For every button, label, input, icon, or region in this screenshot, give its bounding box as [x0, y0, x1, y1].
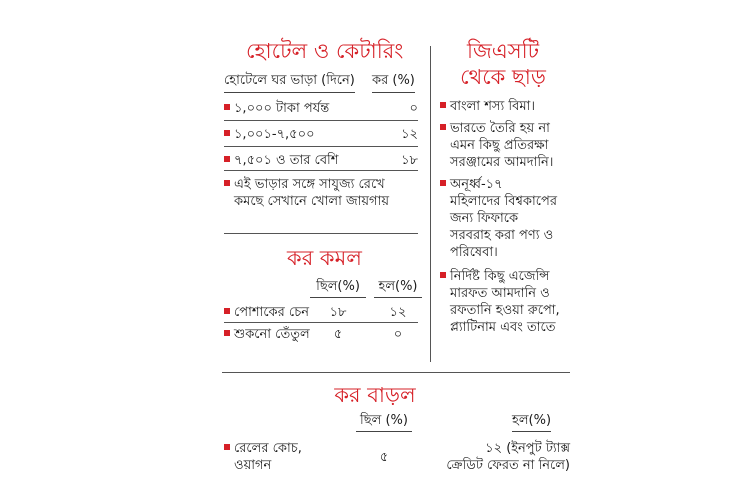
gst-item-cont: পরিষেবা।	[450, 245, 498, 260]
tax-down-now: ০	[393, 327, 403, 342]
tax-up-now: ১২ (ইনপুট ট্যাক্স	[485, 441, 570, 456]
tax-up-was: ৫	[379, 450, 389, 465]
gst-item-cont: মারফত আমদানি ও	[450, 286, 550, 301]
bullet-square-icon	[440, 102, 446, 108]
gst-item-cont: সরবরাহ করা পণ্য ও	[450, 228, 554, 243]
tax-up-now-cont: ক্রেডিট ফেরত না নিলে)	[446, 458, 570, 473]
tax-down-now: ১২	[389, 305, 407, 320]
tax-up-row-label: রেলের কোচ,	[224, 440, 302, 457]
gst-title-line1: জিএসটি	[466, 39, 540, 63]
tax-down-was: ৫	[333, 327, 343, 342]
gst-item-cont: রফতানি হওয়া রুপো,	[450, 303, 560, 318]
hotel-row-value: ১৮	[401, 153, 418, 168]
gst-item: নির্দিষ্ট কিছু এজেন্সি	[440, 268, 549, 285]
bullet-square-icon	[224, 330, 230, 336]
tax-down-col-was: ছিল(%)	[310, 278, 366, 298]
gst-item-cont: প্ল্যাটিনাম এবং তাতে	[450, 320, 556, 335]
hotel-note-cont: কমছে সেখানে খোলা জায়গায়	[234, 194, 390, 209]
bullet-square-icon	[440, 180, 446, 186]
gst-item-cont: মহিলাদের বিশ্বকাপের	[450, 194, 557, 209]
divider	[224, 170, 418, 171]
hotel-title: হোটেল ও কেটারিং	[246, 39, 404, 63]
hotel-row: ৭,৫০১ ও তার বেশি	[224, 152, 338, 169]
hotel-col-tax: কর (%)	[372, 72, 415, 93]
bullet-square-icon	[224, 444, 230, 450]
column-divider	[430, 46, 431, 362]
tax-up-col-now: হল(%)	[512, 412, 551, 432]
section-divider	[222, 372, 570, 373]
tax-up-col-was: ছিল (%)	[356, 412, 412, 432]
bullet-square-icon	[224, 156, 230, 162]
gst-item-cont: সরঞ্জামের আমদানি।	[450, 155, 554, 170]
bullet-square-icon	[440, 124, 446, 130]
section-divider	[224, 233, 418, 234]
bullet-square-icon	[224, 308, 230, 314]
gst-item-cont: এমন কিছু প্রতিরক্ষা	[450, 138, 549, 153]
gst-title-line2: থেকে ছাড়	[460, 65, 546, 89]
tax-up-title: কর বাড়ল	[334, 383, 416, 407]
bullet-square-icon	[224, 130, 230, 136]
hotel-col-rent: হোটেলে ঘর ভাড়া (দিনে)	[224, 72, 355, 93]
bullet-square-icon	[224, 180, 230, 186]
tax-down-row: পোশাকের চেন	[224, 304, 309, 321]
tax-down-col-now: হল(%)	[374, 278, 422, 298]
hotel-row-value: ১২	[401, 127, 418, 142]
hotel-row: ১,০০০ টাকা পর্যন্ত	[224, 100, 329, 117]
tax-down-was: ১৮	[329, 305, 347, 320]
tax-down-row: শুকনো তেঁতুল	[224, 326, 310, 343]
gst-item: অনূর্ধ্ব-১৭	[440, 176, 503, 193]
hotel-note: এই ভাড়ার সঙ্গে সাযুজ্য রেখে	[224, 176, 385, 193]
bullet-square-icon	[224, 104, 230, 110]
hotel-row-value: ০	[409, 101, 418, 116]
divider	[224, 322, 418, 323]
gst-item-cont: জন্য ফিফাকে	[450, 211, 519, 226]
gst-item: বাংলা শস্য বিমা।	[440, 98, 535, 115]
divider	[224, 120, 418, 121]
gst-item: ভারতে তৈরি হয় না	[440, 120, 550, 137]
tax-down-title: কর কমল	[287, 246, 362, 270]
bullet-square-icon	[440, 272, 446, 278]
divider	[224, 146, 418, 147]
tax-up-row-label-cont: ওয়াগন	[234, 458, 272, 473]
hotel-row: ১,০০১-৭,৫০০	[224, 126, 315, 143]
